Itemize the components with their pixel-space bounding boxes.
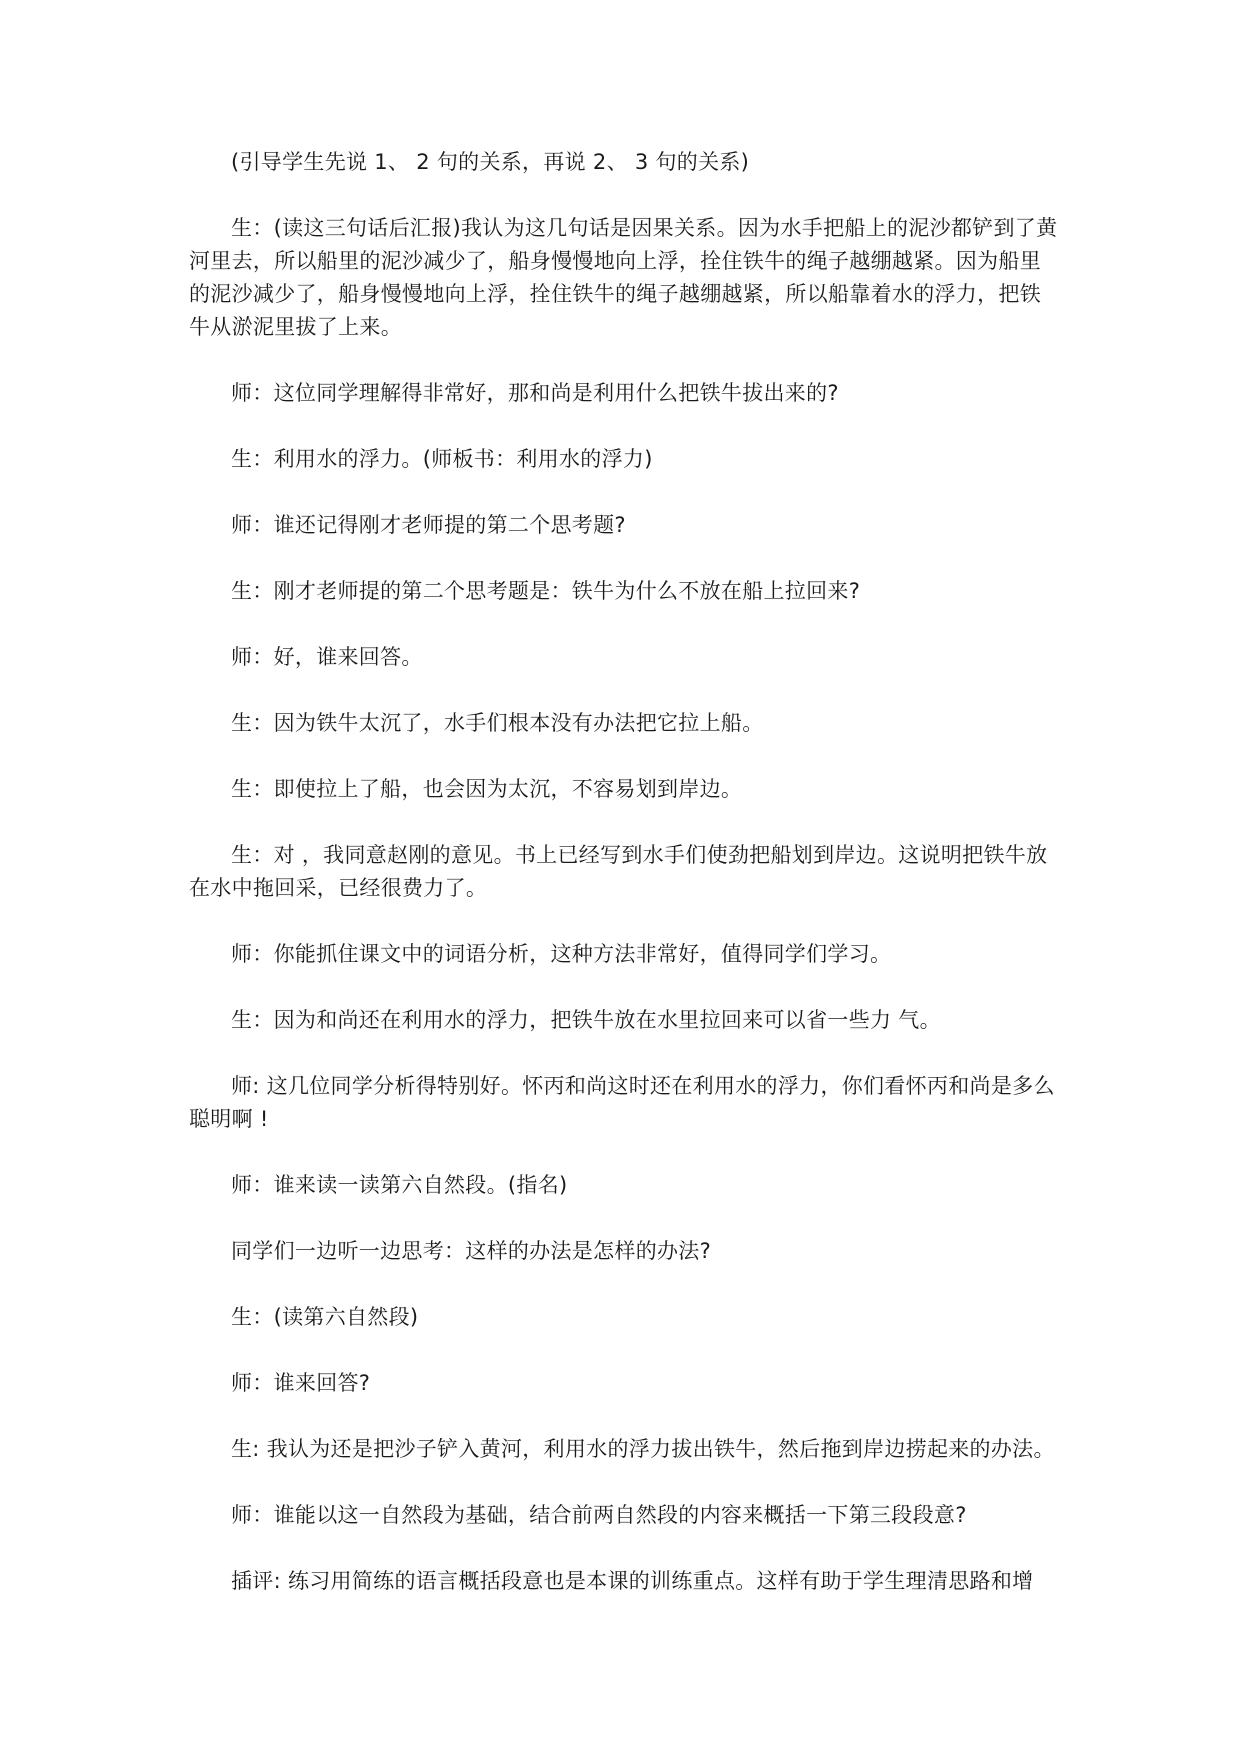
paragraph: 生：即使拉上了船，也会因为太沉，不容易划到岸边。 (231, 777, 743, 801)
paragraph: (引导学生先说 1、 2 句的关系，再说 2、 3 句的关系) (231, 150, 750, 174)
paragraph: 生：利用水的浮力。(师板书：利用水的浮力) (231, 447, 653, 471)
paragraph: 师：好，谁来回答。 (231, 645, 423, 669)
paragraph: 师：谁来回答? (231, 1371, 371, 1395)
paragraph: 师：你能抓住课文中的词语分析，这种方法非常好，值得同学们学习。 (231, 942, 892, 966)
paragraph: 生：刚才老师提的第二个思考题是：铁牛为什么不放在船上拉回来? (231, 579, 861, 603)
paragraph: 生：因为铁牛太沉了，水手们根本没有办法把它拉上船。 (231, 711, 764, 735)
paragraph: 师: 这几位同学分析得特别好。怀丙和尚这时还在利用水的浮力，你们看怀丙和尚是多么聪明啊 ! (189, 1074, 1055, 1131)
paragraph: 生：对 ，我同意赵刚的意见。书上已经写到水手们使劲把船划到岸边。这说明把铁牛放在水中拖回采，已经很费力了。 (189, 843, 1048, 900)
paragraph: 生：(读第六自然段) (231, 1305, 419, 1329)
paragraph: 同学们一边听一边思考：这样的办法是怎样的办法? (231, 1239, 712, 1263)
paragraph: 生：(读这三句话后汇报)我认为这几句话是因果关系。因为水手把船上的泥沙都铲到了黄河里去，所以船里的泥沙减少了，船身慢慢地向上浮，拴住铁牛的绳子越绷越紧。因为船里的泥沙减少了，船身慢慢地向上浮，拴住铁牛的绳子越绷越紧，所以船靠着水的浮力，把铁牛从淤泥里拔了上来。 (189, 216, 1058, 339)
document-body (189, 146, 1059, 1631)
paragraph: 插评: 练习用简练的语言概括段意也是本课的训练重点。这样有助于学生理清思路和增 (231, 1569, 1034, 1593)
paragraph: 生: 我认为还是把沙子铲入黄河，利用水的浮力拔出铁牛，然后拖到岸边捞起来的办法。 (231, 1437, 1055, 1461)
paragraph: 师：谁来读一读第六自然段。(指名) (231, 1173, 568, 1197)
paragraph: 生：因为和尚还在利用水的浮力，把铁牛放在水里拉回来可以省一些力 气。 (231, 1008, 941, 1032)
paragraph: 师：谁还记得刚才老师提的第二个思考题? (231, 513, 626, 537)
paragraph: 师：谁能以这一自然段为基础，结合前两自然段的内容来概括一下第三段段意? (231, 1503, 967, 1527)
paragraph: 师：这位同学理解得非常好，那和尚是利用什么把铁牛拔出来的? (231, 381, 839, 405)
